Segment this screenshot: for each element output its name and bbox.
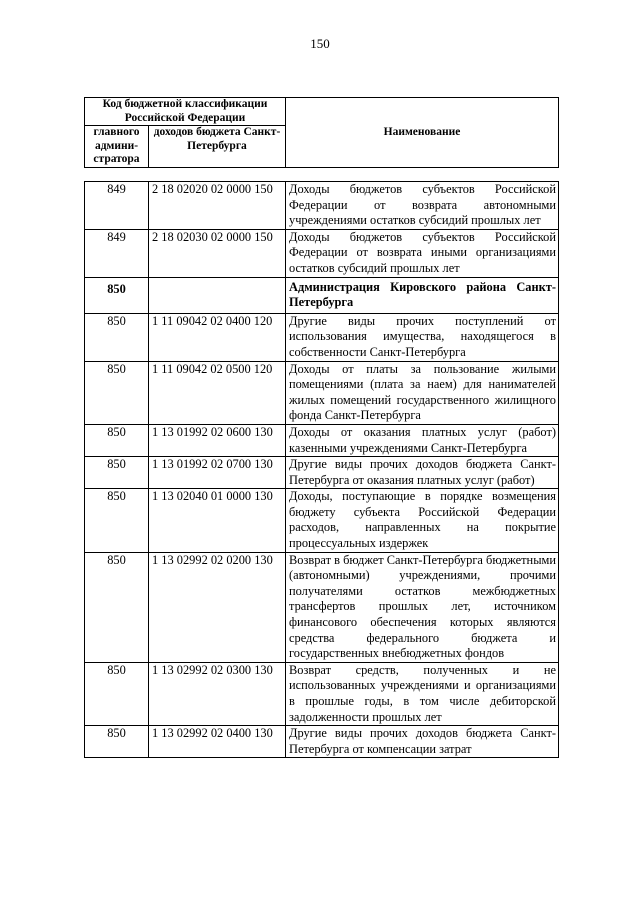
admin-code-cell: 850 <box>85 277 149 313</box>
table-row <box>85 182 559 230</box>
classification-code-cell: 1 13 01992 02 0700 130 <box>149 457 286 489</box>
classification-code-cell: 1 11 09042 02 0400 120 <box>149 313 286 361</box>
table-row <box>85 229 559 277</box>
org-row <box>85 277 559 313</box>
classification-code-cell: 1 13 02992 02 0400 130 <box>149 726 286 758</box>
classification-code-cell: 1 13 02992 02 0300 130 <box>149 662 286 725</box>
page-number: 150 <box>310 36 330 51</box>
admin-code-cell: 850 <box>85 552 149 662</box>
admin-code-cell: 850 <box>85 489 149 552</box>
header-admin: главного админи-стратора <box>85 126 149 168</box>
table-row <box>85 424 559 456</box>
table-row <box>85 662 559 725</box>
name-cell: Возврат в бюджет Санкт-Петербурга бюджетными (автономными) учреждениями, прочими получателями остатков межбюджетных трансфертов прошлых лет, источником финансового обеспечения которых являются средства федерального бюджета и государственных внебюджетных фондов <box>286 552 559 662</box>
admin-code-cell: 849 <box>85 229 149 277</box>
table-row <box>85 552 559 662</box>
name-cell: Доходы от оказания платных услуг (работ) казенными учреждениями Санкт-Петербурга <box>286 424 559 456</box>
name-cell: Доходы, поступающие в порядке возмещения бюджету субъекта Российской Федерации расходов, направленных на покрытие процессуальных издержек <box>286 489 559 552</box>
admin-code-cell: 850 <box>85 726 149 758</box>
admin-code-cell: 850 <box>85 662 149 725</box>
header-group-title: Код бюджетной классификации Российской Федерации <box>85 98 286 126</box>
name-cell: Другие виды прочих доходов бюджета Санкт-Петербурга от оказания платных услуг (работ) <box>286 457 559 489</box>
name-cell: Другие виды прочих доходов бюджета Санкт-Петербурга от компенсации затрат <box>286 726 559 758</box>
admin-code-cell: 850 <box>85 424 149 456</box>
classification-code-cell: 2 18 02020 02 0000 150 <box>149 182 286 230</box>
classification-code-cell: 1 13 02040 01 0000 130 <box>149 489 286 552</box>
table-row <box>85 457 559 489</box>
admin-code-cell: 850 <box>85 313 149 361</box>
table-row <box>85 361 559 424</box>
admin-code-cell: 850 <box>85 457 149 489</box>
admin-code-cell: 850 <box>85 361 149 424</box>
classification-table <box>84 181 559 758</box>
classification-code-cell <box>149 277 286 313</box>
header-income: доходов бюджета Санкт-Петербурга <box>149 126 286 168</box>
name-cell: Другие виды прочих поступлений от использования имущества, находящегося в собственности Санкт-Петербурга <box>286 313 559 361</box>
classification-code-cell: 1 11 09042 02 0500 120 <box>149 361 286 424</box>
classification-code-cell: 2 18 02030 02 0000 150 <box>149 229 286 277</box>
name-cell: Возврат средств, полученных и не использованных учреждениями и организациями в прошлые годы, в том числе дебиторской задолженности прошлых лет <box>286 662 559 725</box>
table-header <box>84 97 559 168</box>
table-row <box>85 726 559 758</box>
table-row <box>85 313 559 361</box>
name-cell: Доходы бюджетов субъектов Российской Федерации от возврата иными организациями остатков субсидий прошлых лет <box>286 229 559 277</box>
classification-code-cell: 1 13 01992 02 0600 130 <box>149 424 286 456</box>
name-cell: Доходы от платы за пользование жилыми помещениями (плата за наем) для нанимателей жилых помещений государственного жилищного фонда Санкт-Петербурга <box>286 361 559 424</box>
header-name: Наименование <box>286 98 559 168</box>
name-cell: Администрация Кировского района Санкт-Петербурга <box>286 277 559 313</box>
classification-code-cell: 1 13 02992 02 0200 130 <box>149 552 286 662</box>
name-cell: Доходы бюджетов субъектов Российской Федерации от возврата автономными учреждениями остатков субсидий прошлых лет <box>286 182 559 230</box>
admin-code-cell: 849 <box>85 182 149 230</box>
table-row <box>85 489 559 552</box>
